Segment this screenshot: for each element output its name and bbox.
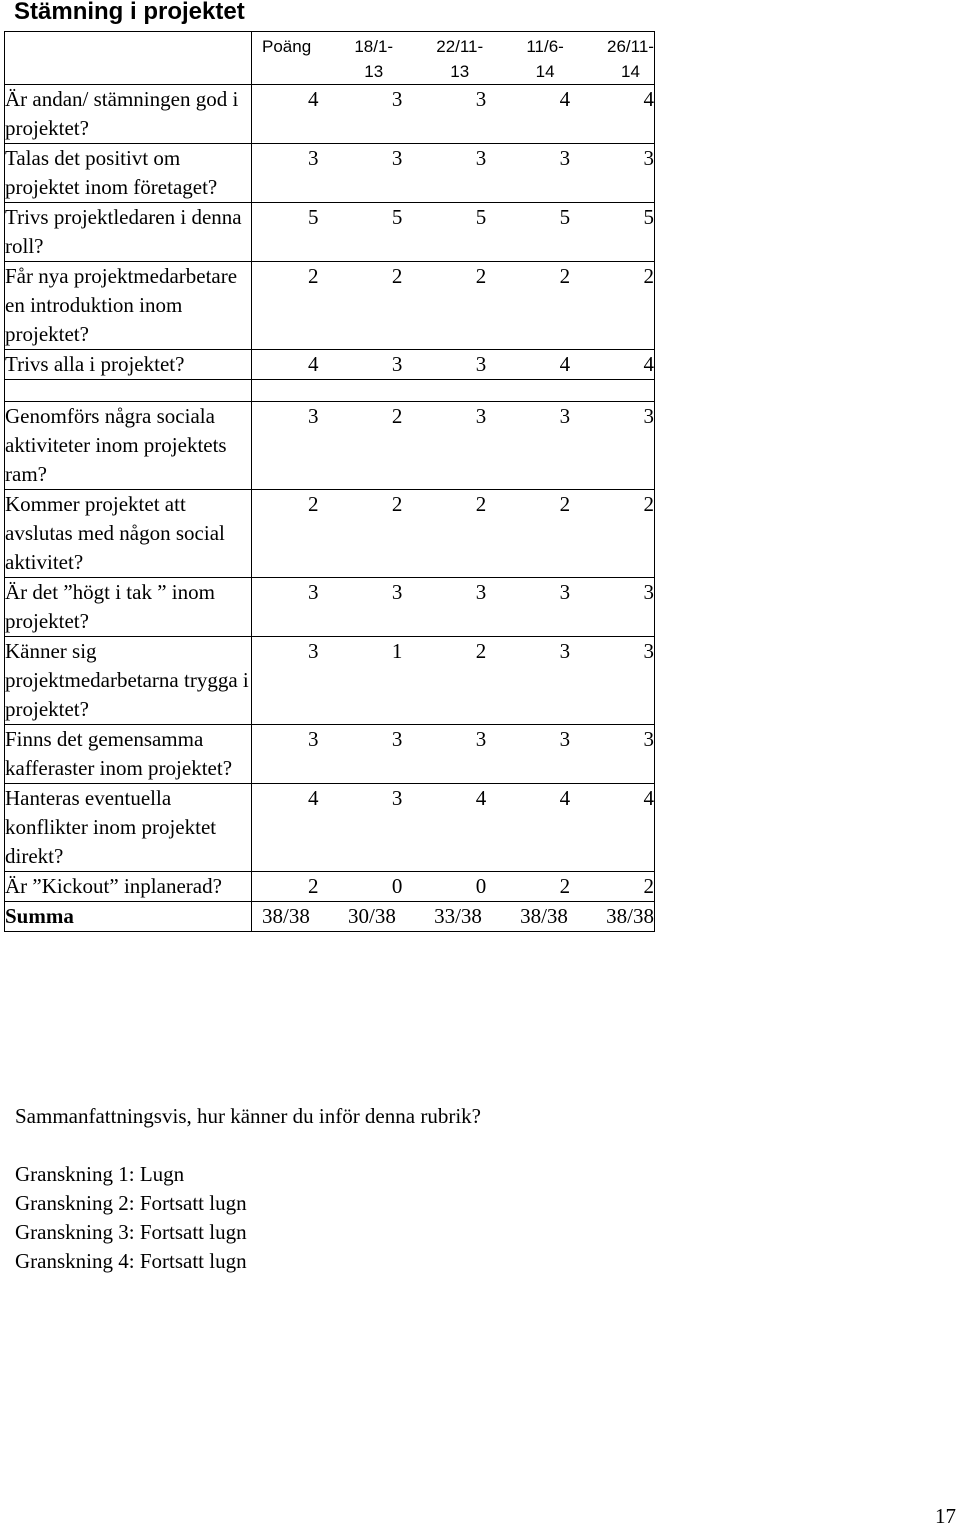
- score-value: 1: [391, 639, 403, 663]
- score-value: 3: [475, 580, 487, 604]
- question-cell: [5, 350, 252, 380]
- score-value: 3: [643, 727, 654, 751]
- score-value: 4: [475, 786, 487, 810]
- spacer-cell: [5, 380, 252, 402]
- values-cell: [252, 490, 655, 578]
- review-item: Granskning 4: Fortsatt lugn: [15, 1249, 247, 1273]
- score-value: 2: [308, 874, 319, 898]
- score-value: 3: [308, 580, 319, 604]
- score-value: 3: [308, 146, 319, 170]
- score-value: 3: [308, 727, 319, 751]
- values-cell: [252, 262, 655, 350]
- score-value: 2: [643, 874, 654, 898]
- question-cell: [5, 490, 252, 578]
- table-row: [5, 85, 655, 144]
- question-text: Känner sig projektmedarbetarna trygga i projektet?: [5, 639, 249, 721]
- mood-table-body: [5, 32, 655, 932]
- question-cell: [5, 144, 252, 203]
- score-value: 2: [308, 264, 319, 288]
- values-cell: [252, 144, 655, 203]
- header-date-2: 22/11- 13: [436, 37, 484, 81]
- values-cell: [252, 85, 655, 144]
- score-value: 2: [391, 264, 403, 288]
- summa-value: 38/38: [606, 904, 654, 928]
- score-value: 3: [559, 580, 571, 604]
- table-row: [5, 490, 655, 578]
- table-row: [5, 784, 655, 872]
- score-value: 3: [475, 727, 487, 751]
- values-cell: [252, 578, 655, 637]
- score-value: 2: [475, 264, 487, 288]
- question-cell: [5, 637, 252, 725]
- question-text: Genomförs några sociala aktiviteter inom projektets ram?: [5, 404, 227, 486]
- question-text: Är ”Kickout” inplanerad?: [5, 874, 222, 898]
- score-value: 4: [308, 87, 319, 111]
- table-row: [5, 402, 655, 490]
- score-value: 3: [559, 727, 571, 751]
- spacer-row: [5, 380, 655, 402]
- score-value: 5: [559, 205, 571, 229]
- summa-row: [5, 902, 655, 932]
- values-cell: [252, 203, 655, 262]
- header-empty-cell: [5, 32, 252, 85]
- question-cell: [5, 725, 252, 784]
- score-value: 4: [308, 352, 319, 376]
- summa-label: Summa: [5, 904, 74, 928]
- question-text: Trivs projektledaren i denna roll?: [5, 205, 242, 258]
- score-value: 2: [559, 264, 571, 288]
- table-row: [5, 350, 655, 380]
- page-title: Stämning i projektet: [14, 0, 245, 25]
- values-cell: [252, 725, 655, 784]
- values-cell: [252, 637, 655, 725]
- question-cell: [5, 262, 252, 350]
- question-text: Kommer projektet att avslutas med någon social aktivitet?: [5, 492, 225, 574]
- summary-question: Sammanfattningsvis, hur känner du inför denna rubrik?: [15, 1104, 481, 1128]
- review-item: Granskning 2: Fortsatt lugn: [15, 1191, 247, 1215]
- table-row: [5, 725, 655, 784]
- question-cell: [5, 203, 252, 262]
- score-value: 3: [391, 580, 403, 604]
- score-value: 3: [559, 404, 571, 428]
- header-date-4: 26/11- 14: [607, 37, 654, 81]
- score-value: 5: [475, 205, 487, 229]
- score-value: 4: [559, 786, 571, 810]
- values-cell: [252, 350, 655, 380]
- score-value: 3: [391, 352, 403, 376]
- score-value: 4: [559, 87, 571, 111]
- header-points: Poäng: [262, 37, 312, 56]
- table-row: [5, 144, 655, 203]
- values-cell: [252, 872, 655, 902]
- score-value: 4: [643, 352, 654, 376]
- summa-value: 38/38: [520, 904, 568, 928]
- score-value: 3: [475, 87, 487, 111]
- score-value: 0: [475, 874, 487, 898]
- score-value: 3: [308, 639, 319, 663]
- table-header-row: [5, 32, 655, 85]
- score-value: 2: [391, 404, 403, 428]
- values-cell: [252, 784, 655, 872]
- question-text: Talas det positivt om projektet inom företaget?: [5, 146, 218, 199]
- question-text: Är det ”högt i tak ” inom projektet?: [5, 580, 215, 633]
- page-number: 17: [935, 1504, 956, 1528]
- score-value: 2: [643, 492, 654, 516]
- score-value: 3: [391, 146, 403, 170]
- score-value: 3: [643, 146, 654, 170]
- summa-value: 38/38: [262, 904, 310, 928]
- table-row: [5, 637, 655, 725]
- review-item: Granskning 3: Fortsatt lugn: [15, 1220, 247, 1244]
- table-row: [5, 262, 655, 350]
- question-cell: [5, 578, 252, 637]
- question-cell: [5, 872, 252, 902]
- score-value: 2: [391, 492, 403, 516]
- score-value: 5: [308, 205, 319, 229]
- mood-table: [4, 31, 655, 932]
- score-value: 3: [475, 404, 487, 428]
- question-cell: [5, 402, 252, 490]
- score-value: 3: [475, 352, 487, 376]
- table-row: [5, 578, 655, 637]
- question-cell: [5, 784, 252, 872]
- header-date-3: 11/6- 14: [526, 37, 564, 81]
- score-value: 5: [391, 205, 403, 229]
- question-text: Är andan/ stämningen god i projektet?: [5, 87, 239, 140]
- score-value: 3: [643, 404, 654, 428]
- score-value: 4: [308, 786, 319, 810]
- score-value: 2: [475, 639, 487, 663]
- question-text: Hanteras eventuella konflikter inom projektet direkt?: [5, 786, 217, 868]
- score-value: 2: [559, 874, 571, 898]
- score-value: 2: [308, 492, 319, 516]
- review-item: Granskning 1: Lugn: [15, 1162, 185, 1186]
- question-text: Får nya projektmedarbetare en introduktion inom projektet?: [5, 264, 238, 346]
- score-value: 4: [643, 87, 654, 111]
- summa-values-cell: [252, 902, 655, 932]
- score-value: 4: [643, 786, 654, 810]
- score-value: 2: [559, 492, 571, 516]
- review-list: [15, 1160, 247, 1276]
- score-value: 3: [391, 87, 403, 111]
- score-value: 3: [391, 786, 403, 810]
- score-value: 3: [559, 146, 571, 170]
- summa-value: 30/38: [348, 904, 396, 928]
- score-value: 3: [475, 146, 487, 170]
- score-value: 4: [559, 352, 571, 376]
- score-value: 5: [643, 205, 654, 229]
- score-value: 3: [559, 639, 571, 663]
- question-text: Trivs alla i projektet?: [5, 352, 185, 376]
- values-cell: [252, 402, 655, 490]
- header-date-1: 18/1- 13: [354, 37, 394, 81]
- score-value: 2: [643, 264, 654, 288]
- score-value: 0: [391, 874, 403, 898]
- score-value: 3: [643, 580, 654, 604]
- header-values-cell: [252, 32, 655, 85]
- score-value: 3: [308, 404, 319, 428]
- spacer-cell: [252, 380, 655, 402]
- score-value: 3: [391, 727, 403, 751]
- summa-label-cell: [5, 902, 252, 932]
- table-row: [5, 203, 655, 262]
- question-cell: [5, 85, 252, 144]
- question-text: Finns det gemensamma kafferaster inom projektet?: [5, 727, 233, 780]
- score-value: 2: [475, 492, 487, 516]
- table-row: [5, 872, 655, 902]
- score-value: 3: [643, 639, 654, 663]
- summa-value: 33/38: [434, 904, 482, 928]
